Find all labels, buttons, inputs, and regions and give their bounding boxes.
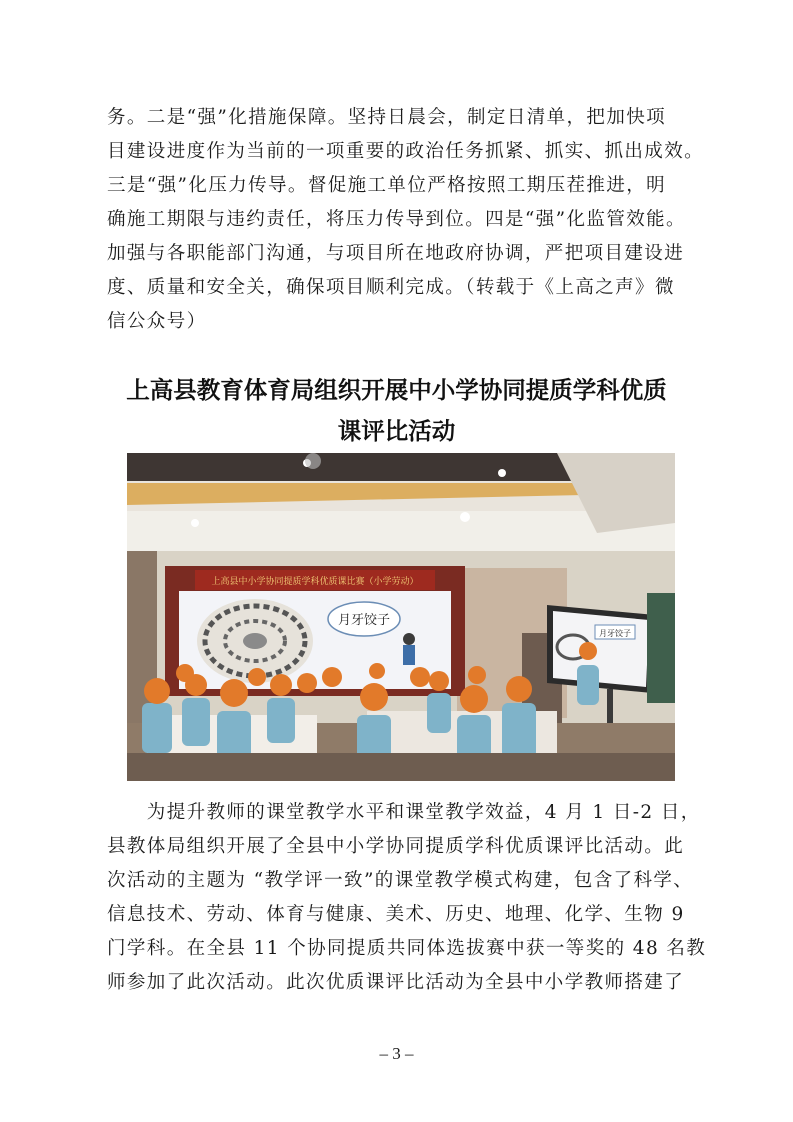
- paragraph-line: 信息技术、劳动、体育与健康、美术、历史、地理、化学、生物 9: [107, 904, 685, 925]
- teacher-cartoon-icon: [403, 633, 415, 665]
- paragraph-line: 信公众号）: [107, 311, 207, 332]
- title-line: 课评比活动: [337, 417, 456, 445]
- screen-text: 月牙饺子: [337, 613, 391, 628]
- paragraph-line: 确施工期限与违约责任，将压力传导到位。四是“强”化监管效能。: [107, 209, 686, 230]
- classroom-photo-illustration: [127, 453, 675, 781]
- title-line: 上高县教育体育局组织开展中小学协同提质学科优质: [126, 376, 667, 404]
- paragraph-line: 目建设进度作为当前的一项重要的政治任务抓紧、抓实、抓出成效。: [107, 141, 705, 162]
- intro-paragraph: [107, 101, 705, 339]
- banner-text: 上高县中小学协同提质学科优质课比赛（小学劳动）: [211, 577, 419, 587]
- paragraph-line: 务。二是“强”化措施保障。坚持日晨会，制定日清单，把加快项: [107, 107, 667, 128]
- paragraph-line: 县教体局组织开展了全县中小学协同提质学科优质课评比活动。此: [107, 836, 685, 857]
- paragraph-line: 门学科。在全县 11 个协同提质共同体选拔赛中获一等奖的 48 名教: [107, 938, 707, 959]
- paragraph-line: 度、质量和安全关，确保项目顺利完成。（转载于《上高之声》微: [107, 277, 675, 298]
- paragraph-line: 次活动的主题为 “教学评一致”的课堂教学模式构建，包含了科学、: [107, 870, 694, 891]
- paragraph-line: 师参加了此次活动。此次优质课评比活动为全县中小学教师搭建了: [107, 972, 685, 993]
- paragraph-line: 加强与各职能部门沟通，与项目所在地政府协调，严把项目建设进: [107, 243, 685, 264]
- paragraph-line: 为提升教师的课堂教学水平和课堂教学效益，4 月 1 日-2 日，: [107, 802, 701, 823]
- page-number: – 3 –: [379, 1044, 414, 1063]
- article-title: [90, 370, 703, 452]
- body-paragraph: [107, 796, 707, 1000]
- paragraph-line: 三是“强”化压力传导。督促施工单位严格按照工期压茬推进，明: [107, 175, 667, 196]
- side-screen-text: 月牙饺子: [599, 629, 631, 638]
- classroom-photo: [127, 453, 675, 781]
